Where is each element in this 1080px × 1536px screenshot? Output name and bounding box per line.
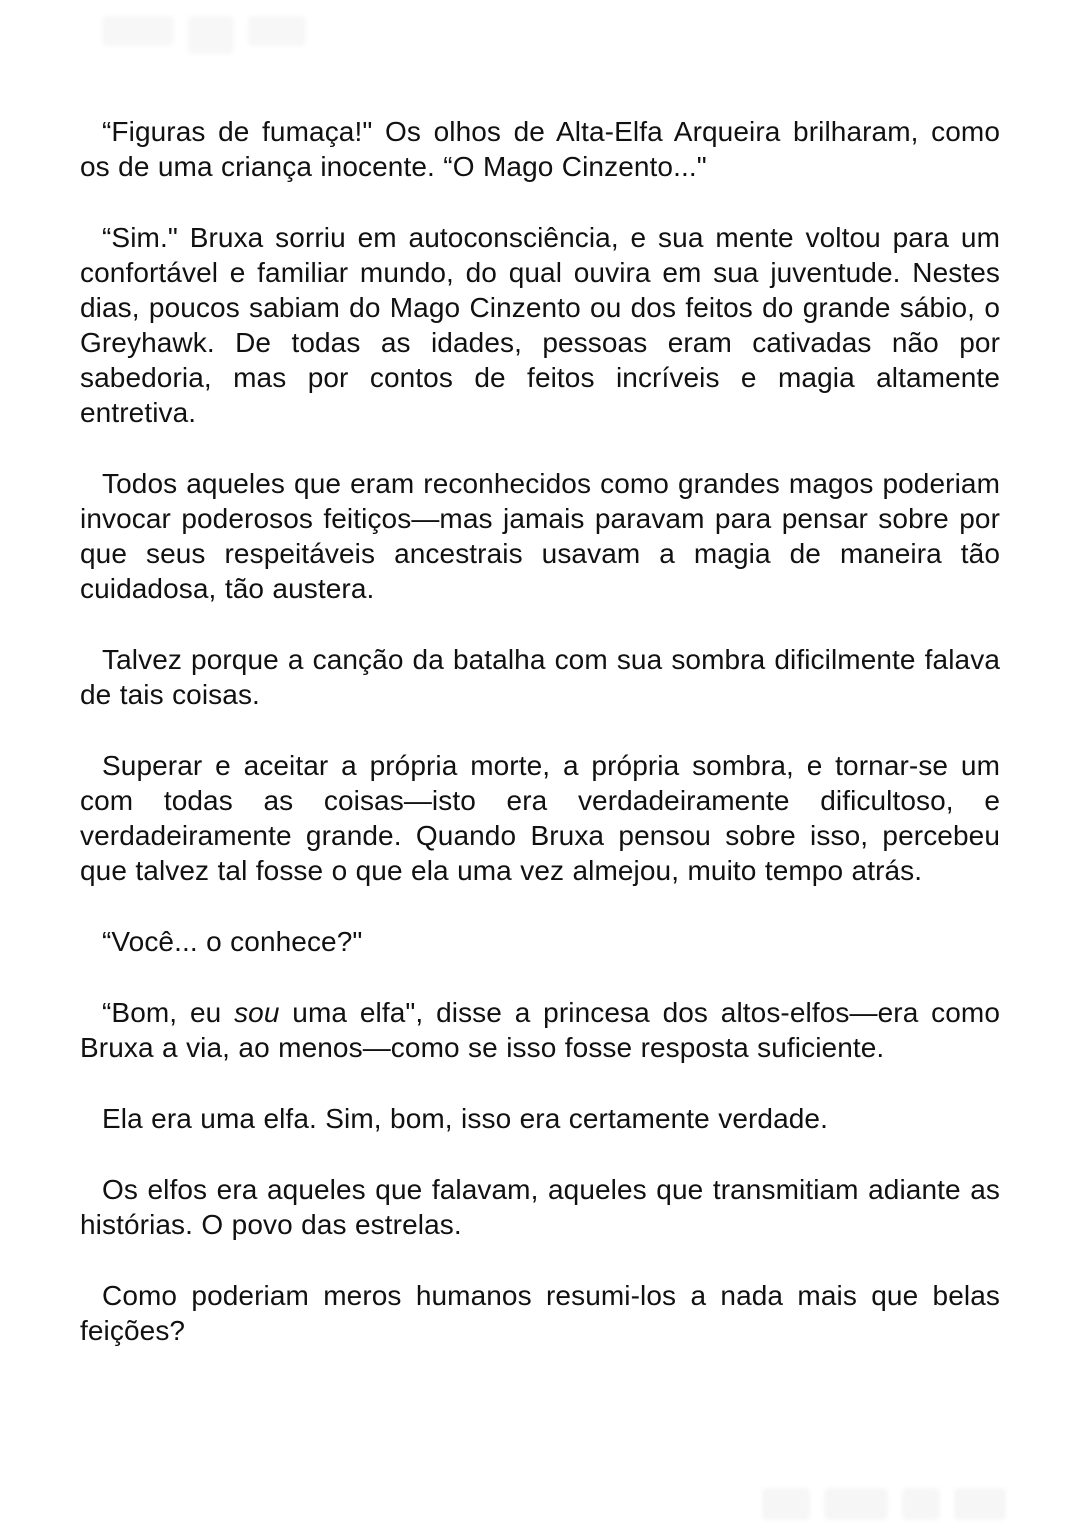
paragraph bbox=[80, 924, 1000, 959]
watermark-blob bbox=[954, 1488, 1006, 1520]
text-run: uma elfa", disse a princesa dos altos-elfos—era como Bruxa a via, ao menos—como se isso fosse resposta suficiente. bbox=[80, 997, 1001, 1063]
text-run: “Figuras de fumaça!" Os olhos de Alta-Elfa Arqueira brilharam, como os de uma criança inocente. “O Mago Cinzento..." bbox=[80, 116, 1000, 182]
text-run: Superar e aceitar a própria morte, a própria sombra, e tornar-se um com todas as coisas—isto era verdadeiramente dificultoso, e verdadeiramente grande. Quando Bruxa pensou sobre isso, percebeu que talvez tal fosse o que ela uma vez almejou, muito tempo atrás. bbox=[80, 750, 1000, 886]
paragraph bbox=[80, 1101, 1000, 1136]
paragraph bbox=[80, 642, 1000, 712]
paragraph bbox=[80, 1172, 1000, 1242]
watermark-blob bbox=[824, 1488, 888, 1520]
watermark-blob bbox=[102, 16, 174, 46]
text-run: sou bbox=[234, 997, 280, 1028]
text-run: “Sim." Bruxa sorriu em autoconsciência, e sua mente voltou para um confortável e familiar mundo, do qual ouvira em sua juventude. Nestes dias, poucos sabiam do Mago Cinzento ou dos feitos do grande sábio, o Greyhawk. De todas as idades, pessoas eram cativadas não por sabedoria, mas por contos de feitos incríveis e magia altamente entretiva. bbox=[80, 222, 1000, 428]
paragraph bbox=[80, 114, 1000, 184]
paragraph bbox=[80, 220, 1000, 430]
text-run: Ela era uma elfa. Sim, bom, isso era certamente verdade. bbox=[102, 1103, 828, 1134]
text-run: Como poderiam meros humanos resumi-los a nada mais que belas feições? bbox=[80, 1280, 1000, 1346]
document-body bbox=[80, 114, 1000, 1384]
text-run: Os elfos era aqueles que falavam, aqueles que transmitiam adiante as histórias. O povo das estrelas. bbox=[80, 1174, 1000, 1240]
paragraph bbox=[80, 995, 1000, 1065]
watermark-top-left bbox=[102, 16, 306, 54]
watermark-blob bbox=[248, 16, 306, 46]
paragraph bbox=[80, 748, 1000, 888]
watermark-blob bbox=[762, 1488, 810, 1520]
watermark-bottom-right bbox=[762, 1488, 1006, 1520]
text-run: “Você... o conhece?" bbox=[102, 926, 363, 957]
text-run: “Bom, eu bbox=[102, 997, 235, 1028]
text-run: Todos aqueles que eram reconhecidos como grandes magos poderiam invocar poderosos feitiços—mas jamais paravam para pensar sobre por que seus respeitáveis ancestrais usavam a magia de maneira tão cuidadosa, tão austera. bbox=[80, 468, 1000, 604]
text-run: Talvez porque a canção da batalha com sua sombra dificilmente falava de tais coisas. bbox=[80, 644, 1000, 710]
paragraph bbox=[80, 466, 1000, 606]
paragraph bbox=[80, 1278, 1000, 1348]
watermark-blob bbox=[902, 1488, 940, 1520]
watermark-blob bbox=[188, 16, 234, 54]
